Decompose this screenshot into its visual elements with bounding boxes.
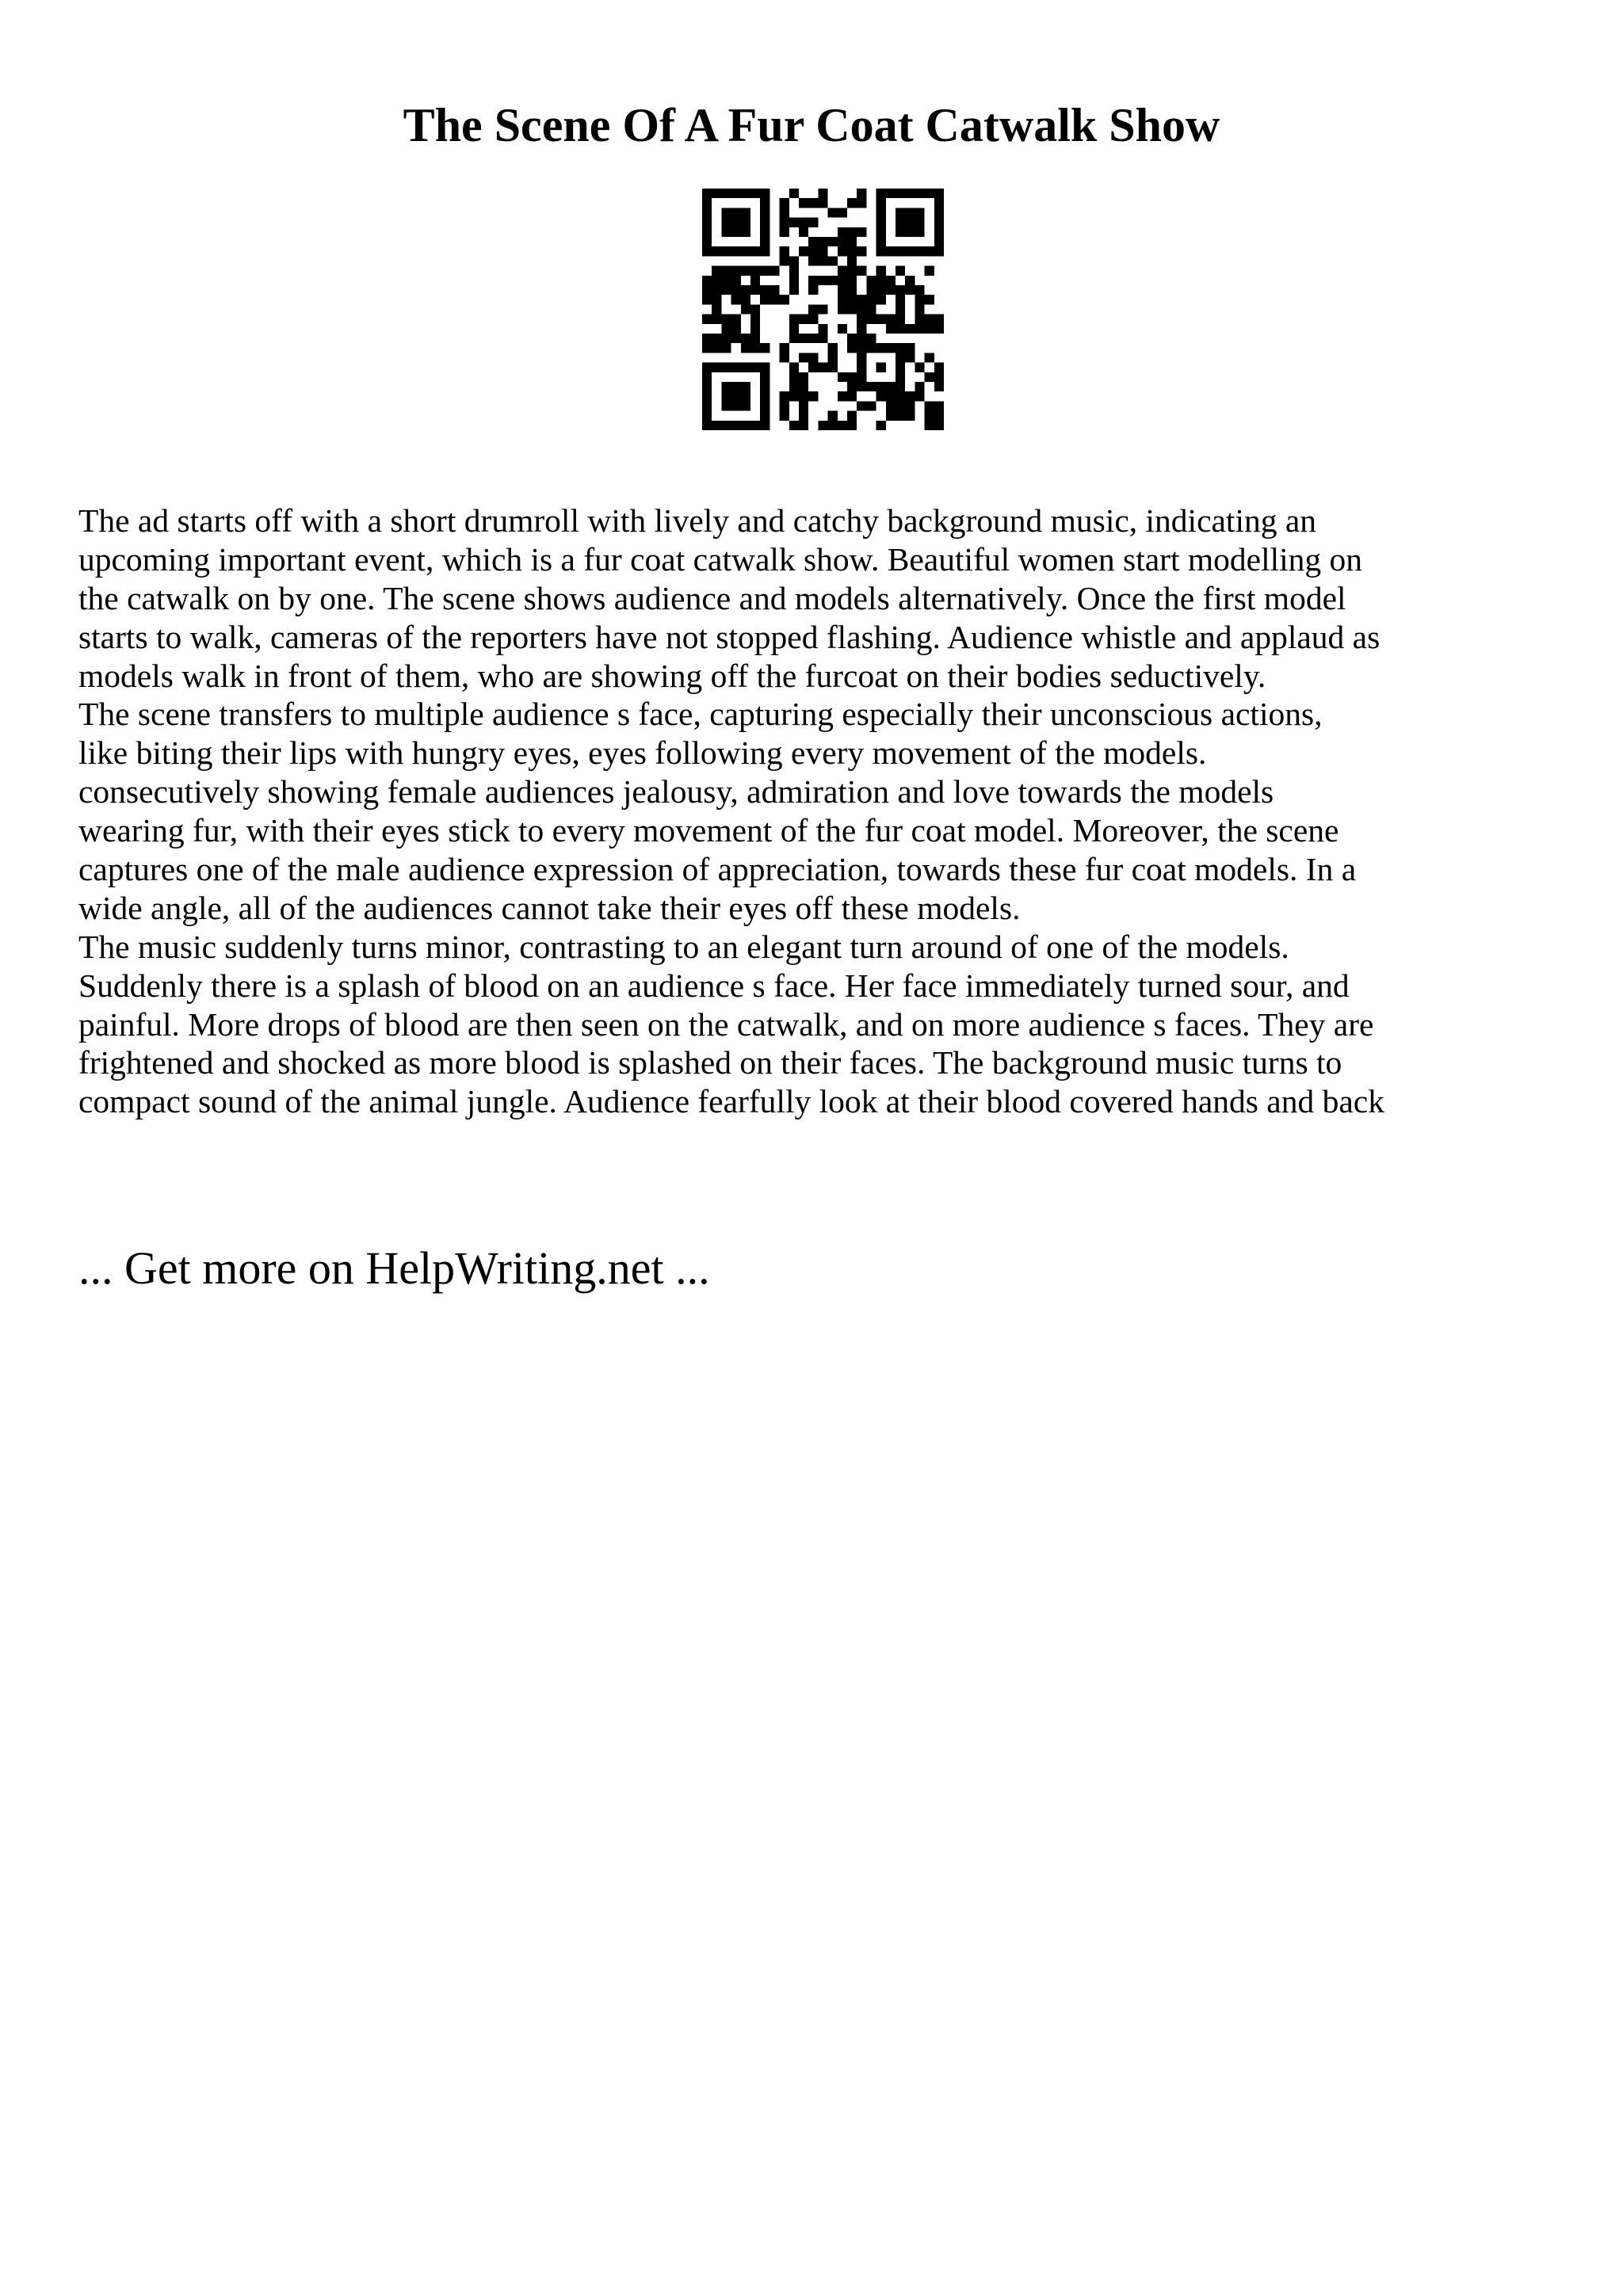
text-line: models walk in front of them, who are showing off the furcoat on their bodies seductively. [78,657,1266,694]
text-line: upcoming important event, which is a fur coat catwalk show. Beautiful women start modelling on [78,540,1363,578]
text-line: compact sound of the animal jungle. Audience fearfully look at their blood covered hands and back [78,1083,1384,1120]
text-line: captures one of the male audience expression of appreciation, towards these fur coat models. In a [78,851,1357,888]
text-line: The music suddenly turns minor, contrasting to an elegant turn around of one of the models. [78,928,1289,965]
text-line: the catwalk on by one. The scene shows audience and models alternatively. Once the first model [78,579,1346,616]
text-line: like biting their lips with hungry eyes, eyes following every movement of the models. [78,734,1207,772]
text-line: wide angle, all of the audiences cannot take their eyes off these models. [78,889,1021,926]
essay-excerpt [78,502,1568,1121]
get-more-link[interactable]: ... Get more on HelpWriting.net ... [78,1242,710,1294]
text-line: starts to walk, cameras of the reporters have not stopped flashing. Audience whistle and applaud as [78,618,1381,655]
text-line: painful. More drops of blood are then seen on the catwalk, and on more audience s faces. They are [78,1005,1374,1043]
text-line: Suddenly there is a splash of blood on an audience s face. Her face immediately turned sour, and [78,967,1350,1004]
qr-code-icon [702,189,944,430]
text-line: The scene transfers to multiple audience s face, capturing especially their unconscious actions, [78,696,1323,733]
text-line: consecutively showing female audiences jealousy, admiration and love towards the models [78,773,1274,810]
page-title: The Scene Of A Fur Coat Catwalk Show [403,99,1220,151]
text-line: frightened and shocked as more blood is splashed on their faces. The background music turns to [78,1044,1342,1081]
text-line: The ad starts off with a short drumroll with lively and catchy background music, indicating an [78,502,1317,539]
text-line: wearing fur, with their eyes stick to every movement of the fur coat model. Moreover, the scene [78,812,1339,849]
